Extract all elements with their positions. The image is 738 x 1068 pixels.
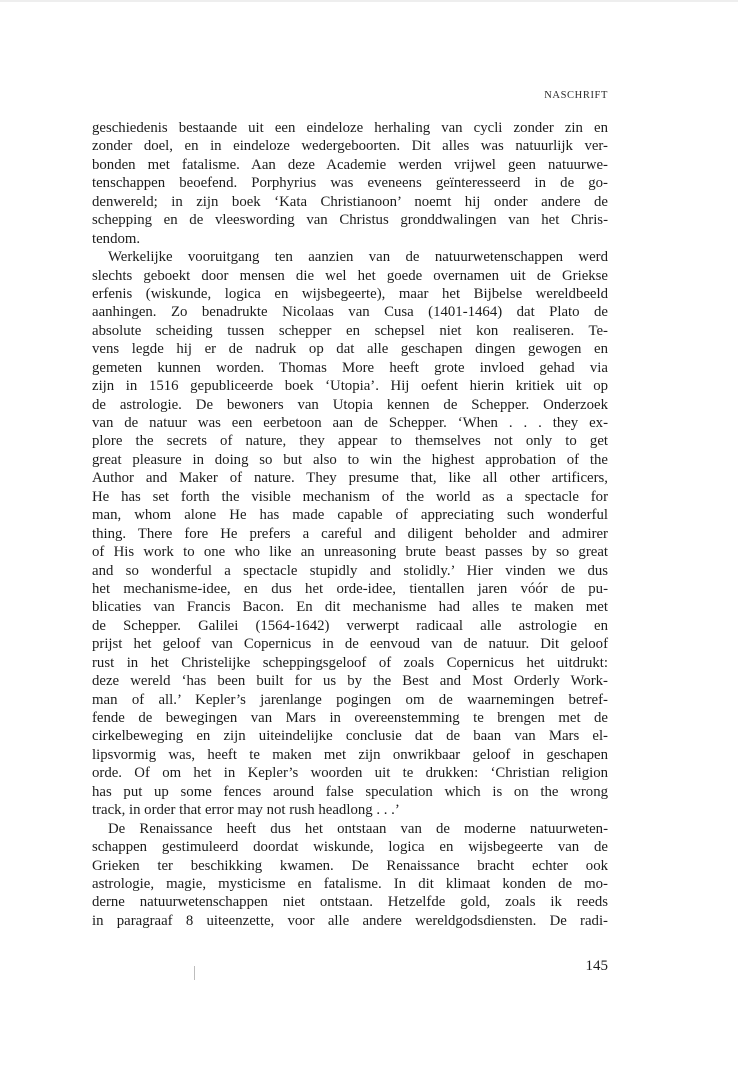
text-line: het mechanisme-idee, en dus het orde-idee, tientallen jaren vóór de pu- (92, 580, 608, 597)
text-line: thing. There fore He prefers a careful and diligent beholder and admirer (92, 525, 608, 542)
text-line: great pleasure in doing so but also to win the highest approbation of the (92, 451, 608, 468)
text-line: Author and Maker of nature. They presume that, like all other artificers, (92, 470, 608, 487)
text-line: aanhingen. Zo benadrukte Nicolaas van Cusa (1401-1464) dat Plato de (92, 304, 608, 321)
text-line: de astrologie. De bewoners van Utopia kennen de Schepper. Onderzoek (92, 396, 608, 413)
text-line: lipsvormig was, heeft te maken met zijn onwrikbaar geloof in geschapen (92, 746, 608, 763)
text-line: Werkelijke vooruitgang ten aanzien van de natuurwetenschappen werd (108, 249, 608, 266)
text-line: deze wereld ‘has been built for us by the Best and Most Orderly Work- (92, 673, 608, 690)
text-line: absolute scheiding tussen schepper en schepsel niet kon realiseren. Te- (92, 322, 608, 339)
scan-mark (194, 966, 195, 980)
text-line: Grieken ter beschikking kwamen. De Renaissance bracht echter ook (92, 857, 608, 874)
top-edge-rule (0, 0, 738, 2)
text-line: erfenis (wiskunde, logica en wijsbegeerte), maar het Bijbelse wereldbeeld (92, 285, 608, 302)
text-line: rust in het Christelijke scheppingsgeloof of zoals Copernicus het uitdrukt: (92, 654, 608, 671)
running-head: NASCHRIFT (544, 90, 608, 101)
text-line: orde. Of om het in Kepler’s woorden uit te drukken: ‘Christian religion (92, 765, 608, 782)
text-line: gemeten kunnen worden. Thomas More heeft grote invloed gehad via (92, 359, 608, 376)
text-line: zijn in 1516 gepubliceerde boek ‘Utopia’. Hij oefent hierin kritiek uit op (92, 378, 608, 395)
text-line: derne natuurwetenschappen niet ontstaan. Hetzelfde gold, zoals ik reeds (92, 894, 608, 911)
page-number: 145 (585, 958, 608, 974)
text-line: van de natuur was een eerbetoon aan de Schepper. ‘When . . . they ex- (92, 415, 608, 431)
text-line: and so wonderful a spectacle stupidly and stolidly.’ Hier vinden we dus (92, 562, 608, 579)
text-line: plore the secrets of nature, they appear to themselves not only to get (92, 433, 608, 450)
text-line: zonder doel, en in eindeloze wedergeboorten. Dit alles was natuurlijk ver- (92, 138, 608, 155)
text-line: vens legde hij er de nadruk op dat alle geschapen dingen gewogen en (92, 341, 608, 358)
text-line: bonden met fatalisme. Aan deze Academie werden vrijwel geen natuurwe- (92, 156, 608, 173)
text-line: geschiedenis bestaande uit een eindeloze herhaling van cycli zonder zin en (92, 120, 608, 136)
text-line: cirkelbeweging en zijn uiteindelijke conclusie dat de baan van Mars el- (92, 728, 608, 745)
text-line: He has set forth the visible mechanism of the world as a spectacle for (92, 488, 608, 505)
text-line: De Renaissance heeft dus het ontstaan van de moderne natuurweten- (108, 820, 608, 837)
text-line: has put up some fences around false speculation which is on the wrong (92, 783, 608, 800)
text-line: tendom. (92, 230, 141, 247)
text-line: tenschappen beoefend. Porphyrius was eveneens geïnteresseerd in de go- (92, 175, 608, 192)
text-line: fende de bewegingen van Mars in overeenstemming te brengen met de (92, 710, 608, 726)
text-line: slechts geboekt door mensen die wel het goede overnamen uit de Griekse (92, 267, 608, 284)
body-text (92, 119, 608, 930)
text-line: track, in order that error may not rush headlong . . .’ (92, 802, 400, 819)
text-line: man of all.’ Kepler’s jarenlange pogingen om de waarnemingen betref- (92, 691, 608, 708)
text-line: denwereld; in zijn boek ‘Kata Christianoon’ noemt hij onder andere de (92, 193, 608, 210)
text-line: prijst het geloof van Copernicus in de eenvoud van de natuur. Dit geloof (92, 636, 608, 653)
text-line: blicaties van Francis Bacon. En dit mechanisme had alles te maken met (92, 599, 608, 616)
text-line: man, whom alone He has made capable of appreciating such wonderful (92, 507, 608, 524)
text-line: schappen gestimuleerd doordat wiskunde, logica en wijsbegeerte van de (92, 839, 608, 856)
text-line: schepping en de vleeswording van Christus gronddwalingen van het Chris- (92, 212, 608, 229)
text-line: in paragraaf 8 uiteenzette, voor alle andere wereldgodsdiensten. De radi- (92, 912, 608, 929)
text-line: of His work to one who like an unreasoning brute beast passes by so great (92, 544, 608, 561)
text-line: astrologie, magie, mysticisme en fatalisme. In dit klimaat konden de mo- (92, 875, 608, 892)
text-line: de Schepper. Galilei (1564-1642) verwerpt radicaal alle astrologie en (92, 617, 608, 634)
